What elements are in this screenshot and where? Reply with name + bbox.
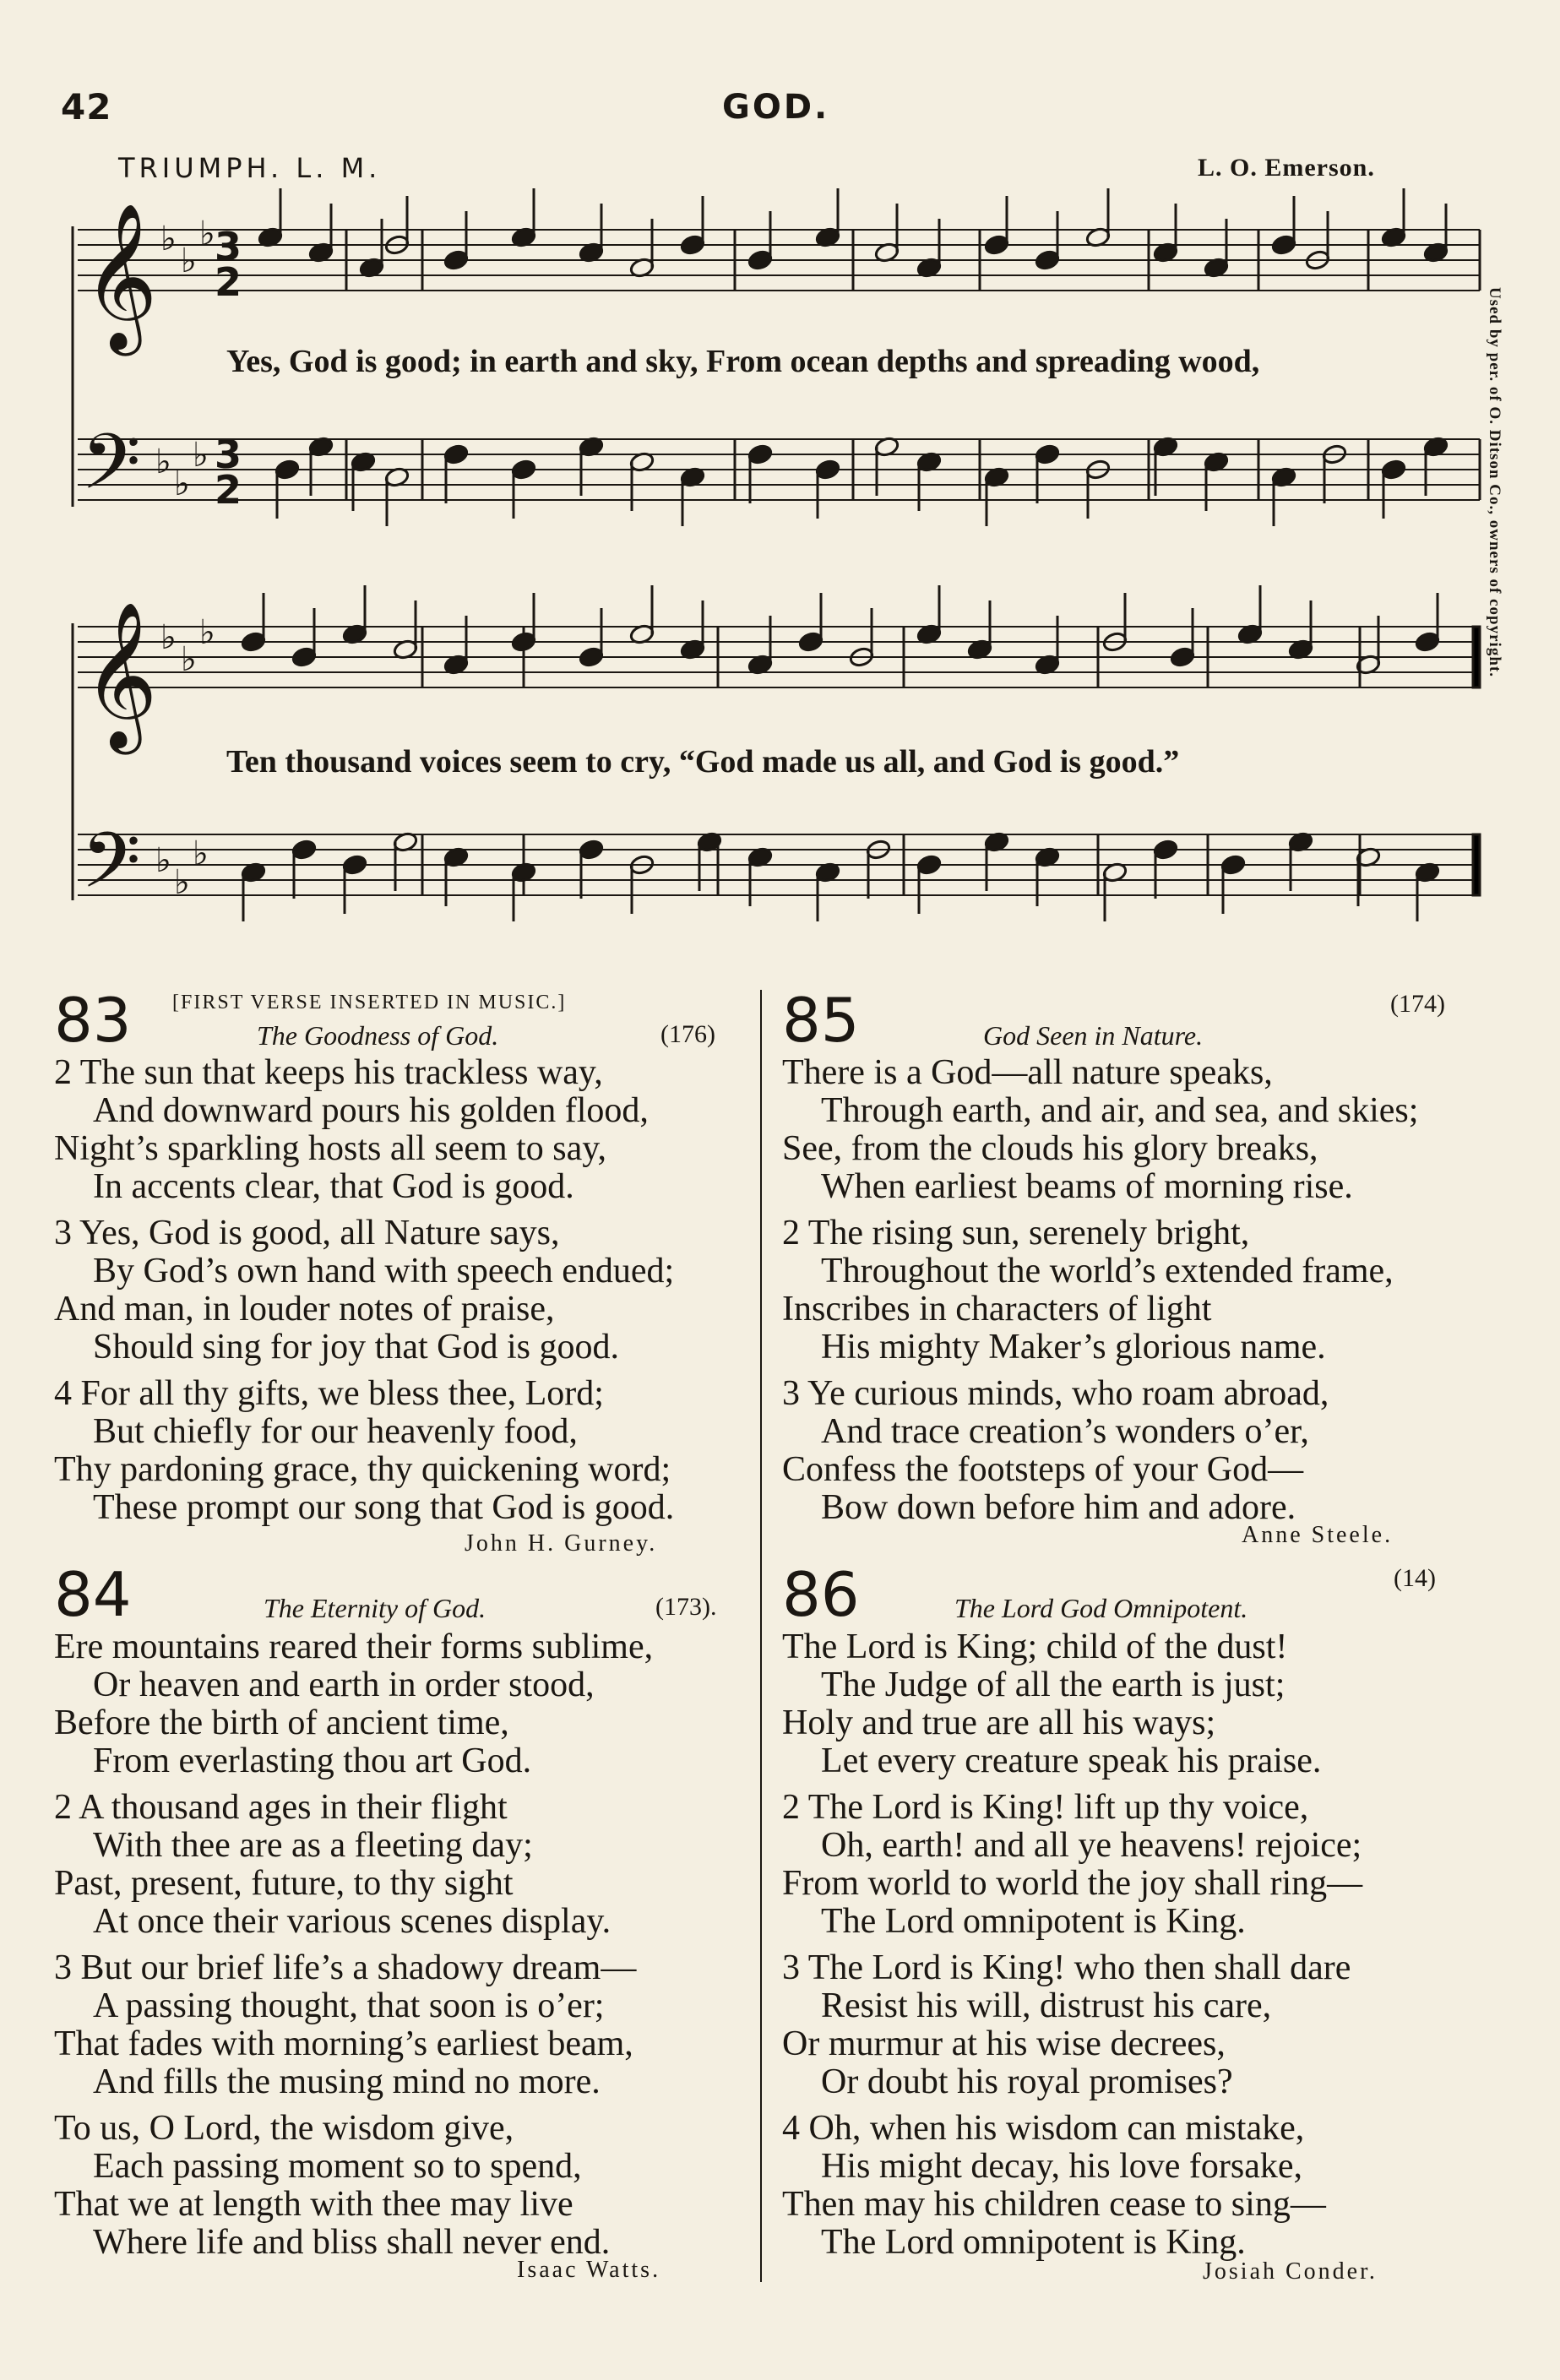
notes: [241, 188, 1449, 921]
stanza-line: Or heaven and earth in order stood,: [93, 1665, 595, 1704]
hymn-title: God Seen in Nature.: [983, 1020, 1204, 1051]
hymn-note: [FIRST VERSE INSERTED IN MUSIC.]: [172, 992, 567, 1013]
page-number: 42: [61, 86, 112, 128]
stanza-line: 4 For all thy gifts, we bless thee, Lord;: [54, 1374, 604, 1413]
hymn-title: The Goodness of God.: [257, 1020, 499, 1051]
stanza-line: Where life and bliss shall never end.: [93, 2223, 611, 2262]
svg-text:♭: ♭: [193, 834, 209, 873]
bass-clef-icon: 𝄢: [81, 417, 141, 525]
stanza-line: With thee are as a fleeting day;: [93, 1826, 533, 1865]
stanza-line: Resist his will, distrust his care,: [821, 1986, 1272, 2025]
stanza-line: When earliest beams of morning rise.: [821, 1167, 1353, 1206]
hymn-stanzas: [54, 1054, 780, 1535]
svg-text:♭: ♭: [193, 436, 209, 475]
stanza-line: Throughout the world’s extended frame,: [821, 1252, 1394, 1291]
stanza-line: His might decay, his love forsake,: [821, 2147, 1302, 2186]
stanza-line: From world to world the joy shall ring—: [782, 1864, 1363, 1903]
hymn-number: 86: [782, 1559, 860, 1630]
stanza-line: And downward pours his golden flood,: [93, 1091, 649, 1130]
stanza-line: 2 The sun that keeps his trackless way,: [54, 1053, 603, 1092]
stanza-line: 3 Yes, God is good, all Nature says,: [54, 1214, 560, 1252]
hymn-stanzas: [782, 1054, 1508, 1535]
svg-text:♭: ♭: [181, 640, 197, 679]
stanza-line: Through earth, and air, and sea, and skies;: [821, 1091, 1419, 1130]
svg-text:♭: ♭: [160, 618, 177, 657]
stanza-line: 3 But our brief life’s a shadowy dream—: [54, 1948, 637, 1987]
stanza-line: That fades with morning’s earliest beam,: [54, 2024, 633, 2063]
svg-text:♭: ♭: [155, 841, 171, 880]
stanza-line: 3 The Lord is King! who then shall dare: [782, 1948, 1351, 1987]
stanza-line: 2 The rising sun, serenely bright,: [782, 1214, 1250, 1252]
stanza-line: From everlasting thou art God.: [93, 1742, 532, 1780]
hymn-stanzas: [54, 1628, 780, 2270]
svg-text:♭: ♭: [181, 242, 197, 280]
stanza-line: Or murmur at his wise decrees,: [782, 2024, 1226, 2063]
stanza-line: The Judge of all the earth is just;: [821, 1665, 1286, 1704]
svg-text:♭: ♭: [160, 220, 177, 258]
stanza-line: 3 Ye curious minds, who roam abroad,: [782, 1374, 1329, 1413]
stanza: [782, 1375, 1508, 1527]
final-barline: [1473, 834, 1480, 895]
key-signatures: [155, 215, 215, 902]
svg-text:2: 2: [215, 259, 242, 305]
final-barline: [1473, 627, 1480, 687]
stanza-line: 2 A thousand ages in their flight: [54, 1788, 508, 1827]
section-title: GOD.: [722, 88, 830, 127]
stanza-line: Night’s sparkling hosts all seem to say,: [54, 1129, 607, 1168]
stanza-line: Ere mountains reared their forms sublime,: [54, 1627, 654, 1666]
stanza-line: To us, O Lord, the wisdom give,: [54, 2109, 514, 2148]
stanza-line: The Lord omnipotent is King.: [821, 2223, 1246, 2262]
stanza-line: But chiefly for our heavenly food,: [93, 1412, 578, 1451]
music-score: [0, 0, 1560, 1013]
stanza-line: Confess the footsteps of your God—: [782, 1450, 1304, 1489]
svg-text:♭: ♭: [155, 443, 171, 481]
svg-text:♭: ♭: [174, 863, 190, 902]
stanza: [782, 1054, 1508, 1206]
stanza-line: Then may his children cease to sing—: [782, 2185, 1326, 2224]
treble-clef-icon: 𝄞: [83, 601, 158, 748]
stanza: [782, 2110, 1508, 2262]
stanza-line: His mighty Maker’s glorious name.: [821, 1328, 1326, 1367]
stanza-line: See, from the clouds his glory breaks,: [782, 1129, 1318, 1168]
stanza-line: Bow down before him and adore.: [821, 1488, 1296, 1527]
stanza-line: Thy pardoning grace, thy quickening word;: [54, 1450, 671, 1489]
stanza: [54, 1789, 780, 1941]
hymn-number: 84: [54, 1559, 132, 1630]
copyright-note: Used by per. of O. Ditson Co., owners of copyright.: [1486, 287, 1503, 677]
stanza: [54, 1628, 780, 1780]
stanza-line: Before the birth of ancient time,: [54, 1703, 509, 1742]
stanza: [782, 1628, 1508, 1780]
stanza-line: There is a God—all nature speaks,: [782, 1053, 1273, 1092]
bass-clef-icon: 𝄢: [81, 816, 141, 924]
treble-clef-icon: 𝄞: [83, 203, 158, 350]
stanza-line: 2 The Lord is King! lift up thy voice,: [782, 1788, 1309, 1827]
hymn-reference: (176): [660, 1020, 715, 1048]
stanza-line: At once their various scenes display.: [93, 1902, 611, 1941]
bar-lines: [73, 226, 1480, 900]
stanza-line: Holy and true are all his ways;: [782, 1703, 1216, 1742]
svg-text:2: 2: [215, 467, 242, 513]
stanza: [782, 1949, 1508, 2101]
lyric-line: Yes, God is good; in earth and sky, From ocean depths and spreading wood,: [226, 344, 1260, 379]
stanza-line: Inscribes in characters of light: [782, 1290, 1212, 1329]
stanza-line: By God’s own hand with speech endued;: [93, 1252, 675, 1291]
stanza-line: And man, in louder notes of praise,: [54, 1290, 555, 1329]
clefs: [81, 203, 158, 924]
composer: L. O. Emerson.: [1198, 154, 1375, 182]
stanza: [54, 1214, 780, 1367]
stanza-line: And trace creation’s wonders o’er,: [821, 1412, 1309, 1451]
svg-text:♭: ♭: [199, 613, 215, 652]
svg-text:♭: ♭: [199, 215, 215, 253]
stanza-line: A passing thought, that soon is o’er;: [93, 1986, 605, 2025]
stanza-line: Oh, earth! and all ye heavens! rejoice;: [821, 1826, 1362, 1865]
stanza: [782, 1789, 1508, 1941]
hymn-reference: (14): [1394, 1564, 1436, 1592]
stanza: [782, 1214, 1508, 1367]
stanza-line: The Lord omnipotent is King.: [821, 1902, 1246, 1941]
hymn-author: Anne Steele.: [1242, 1522, 1394, 1548]
stanza: [54, 2110, 780, 2262]
stanza-line: Or doubt his royal promises?: [821, 2062, 1233, 2101]
hymn-reference: (173).: [655, 1593, 717, 1621]
stanza: [54, 1375, 780, 1527]
stanza-line: The Lord is King; child of the dust!: [782, 1627, 1288, 1666]
stanza-line: These prompt our song that God is good.: [93, 1488, 675, 1527]
hymn-author: Josiah Conder.: [1203, 2258, 1378, 2285]
stanza-line: Past, present, future, to thy sight: [54, 1864, 514, 1903]
stanza-line: In accents clear, that God is good.: [93, 1167, 574, 1206]
stanza-line: That we at length with thee may live: [54, 2185, 573, 2224]
lyric-line: Ten thousand voices seem to cry, “God made us all, and God is good.”: [226, 744, 1180, 780]
hymn-author: John H. Gurney.: [465, 1530, 658, 1557]
stanza-line: 4 Oh, when his wisdom can mistake,: [782, 2109, 1305, 2148]
stanza: [54, 1949, 780, 2101]
svg-text:♭: ♭: [174, 465, 190, 503]
svg-text:3: 3: [215, 432, 242, 477]
hymn-stanzas: [782, 1628, 1508, 2270]
svg-text:3: 3: [215, 224, 242, 269]
hymn-number: 85: [782, 985, 860, 1056]
hymn-reference: (174): [1390, 990, 1445, 1018]
hymn-title: The Eternity of God.: [264, 1593, 486, 1623]
stanza-line: Let every creature speak his praise.: [821, 1742, 1322, 1780]
stanza-line: Should sing for joy that God is good.: [93, 1328, 620, 1367]
hymn-number: 83: [54, 985, 132, 1056]
hymn-title: The Lord God Omnipotent.: [954, 1593, 1248, 1623]
stanza-line: And fills the musing mind no more.: [93, 2062, 601, 2101]
stanza-line: Each passing moment so to spend,: [93, 2147, 582, 2186]
stanza: [54, 1054, 780, 1206]
staff-lines: [78, 230, 1480, 895]
hymn-author: Isaac Watts.: [517, 2257, 661, 2283]
tune-name: TRIUMPH. L. M.: [118, 152, 382, 184]
